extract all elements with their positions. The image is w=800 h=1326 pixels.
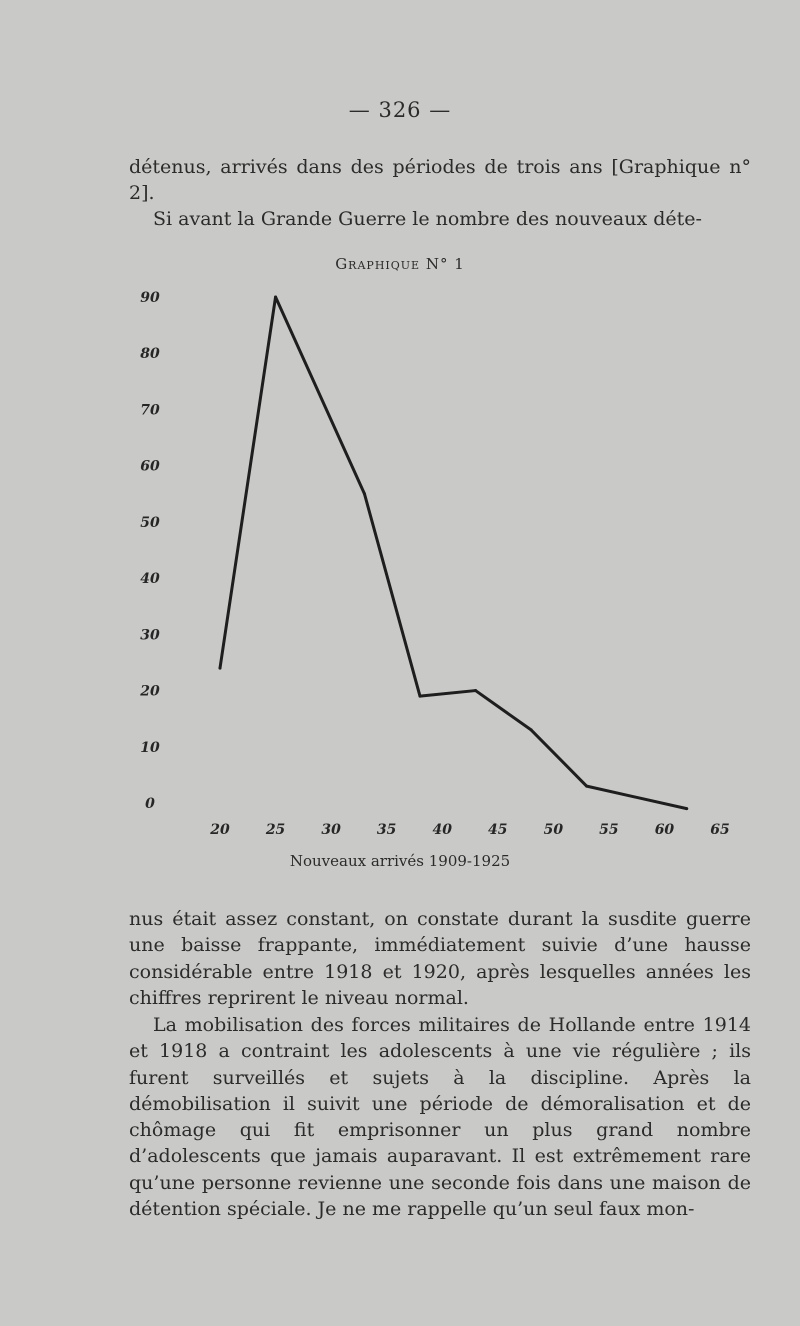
paragraph-bottom-1: nus était assez constant, on constate durant la susdite guerre une baisse frappante, immédiatement suivie d’une hausse considérable entre 1918 et 1920, après lesquelles années les chiffres reprirent le niveau normal. — [129, 908, 751, 1009]
paragraph-bottom-2: La mobilisation des forces militaires de Hollande entre 1914 et 1918 a contraint les adolescents à une vie régulière ; ils furent surveillés et sujets à la discipline. Après la démobilisation il suivit une période de démoralisation et de chômage qui fit emprisonner un plus grand nombre d’adolescents que jamais auparavant. Il est extrêmement rare qu’une personne revienne une seconde fois dans une maison de détention spéciale. Je ne me rappelle qu’un seul faux mon- — [129, 1014, 751, 1221]
x-tick-label: 55 — [599, 822, 619, 838]
series-line — [220, 297, 687, 809]
chart-xlabel: Nouveaux arrivés 1909-1925 — [289, 852, 511, 870]
y-tick-label: 0 — [145, 796, 155, 812]
chart-title: Graphique N° 1 — [335, 255, 465, 273]
data-point — [685, 807, 688, 810]
data-point — [219, 667, 222, 670]
y-tick-label: 80 — [140, 346, 160, 363]
data-point — [530, 728, 533, 731]
x-tick-label: 50 — [543, 822, 564, 838]
paragraph-top-2: Si avant la Grande Guerre le nombre des nouveaux déte- — [153, 208, 702, 230]
x-tick-label: 45 — [488, 822, 508, 838]
y-tick-label: 50 — [140, 514, 160, 531]
page-number: — 326 — — [348, 98, 452, 122]
x-tick-label: 30 — [321, 822, 341, 838]
data-point — [363, 492, 366, 495]
y-tick-label: 30 — [140, 627, 160, 644]
x-tick-label: 40 — [432, 822, 452, 838]
y-tick-label: 20 — [140, 683, 160, 700]
data-point — [419, 695, 422, 698]
x-tick-label: 60 — [654, 822, 675, 838]
data-point — [585, 785, 588, 788]
y-tick-label: 10 — [140, 739, 160, 756]
line-chart — [0, 270, 800, 850]
x-tick-label: 20 — [210, 822, 230, 838]
x-tick-label: 25 — [265, 822, 286, 838]
data-point — [274, 296, 277, 299]
x-tick-label: 65 — [710, 822, 730, 838]
y-tick-label: 60 — [140, 458, 160, 475]
paragraph-top-1: détenus, arrivés dans des périodes de trois ans [Graphique n° 2]. — [129, 156, 751, 205]
y-tick-label: 70 — [140, 402, 160, 419]
y-tick-label: 90 — [140, 290, 160, 306]
data-point — [474, 689, 477, 692]
y-tick-label: 40 — [140, 571, 160, 588]
x-tick-label: 35 — [376, 822, 397, 838]
